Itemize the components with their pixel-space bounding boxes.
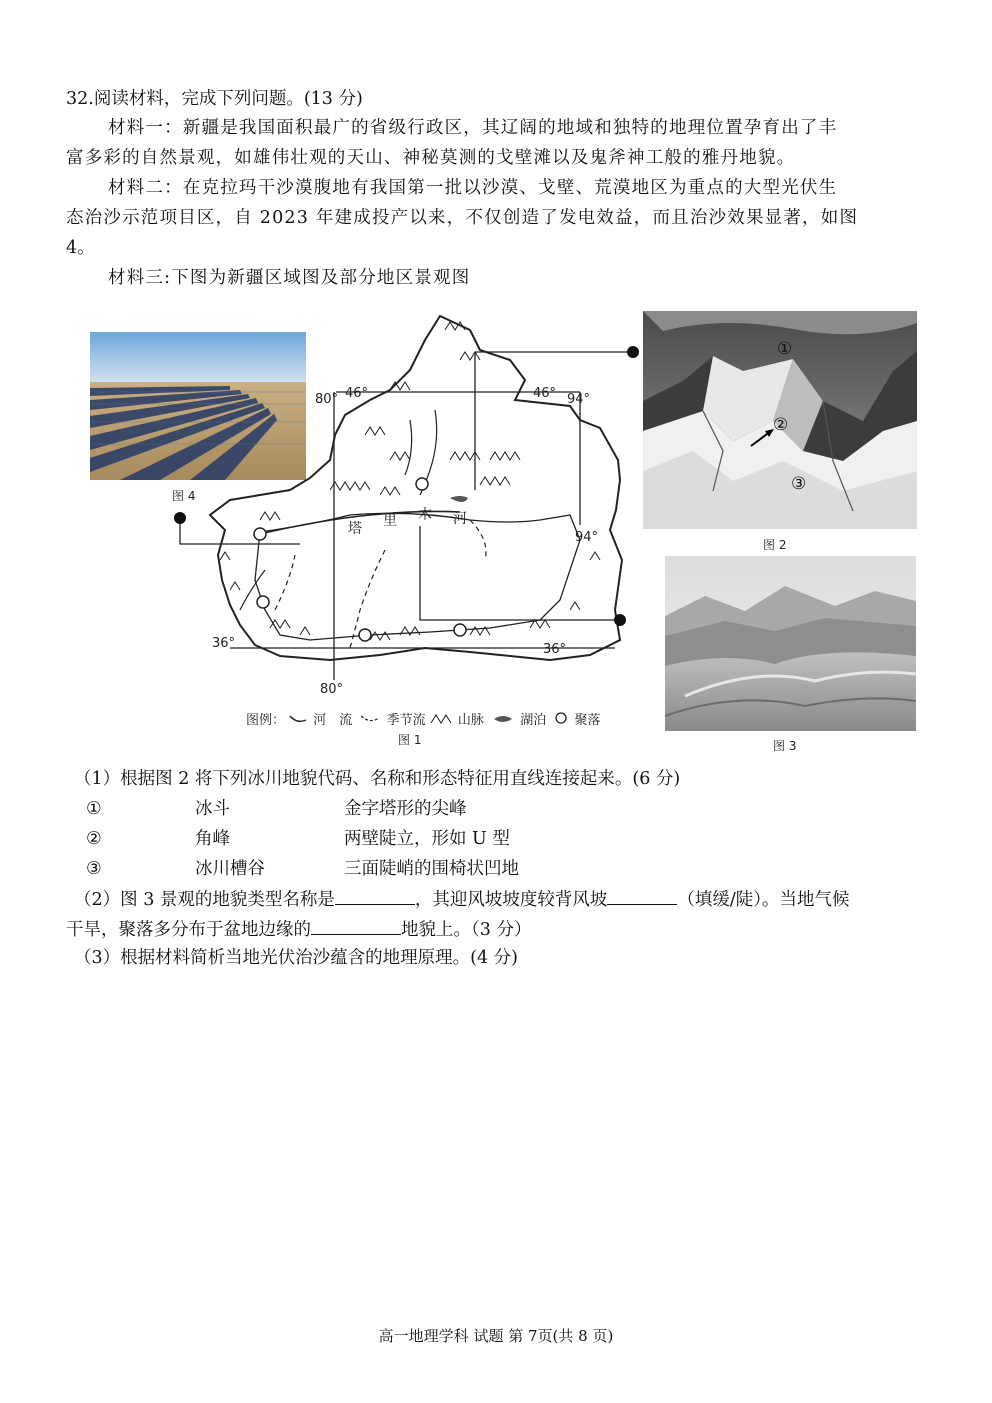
part1-row2-feature: 两壁陡立，形如 U 型: [344, 829, 510, 849]
fig2-marker-2: ②: [773, 415, 789, 435]
fig2-marker-1: ①: [777, 339, 793, 359]
question-title: 32.阅读材料，完成下列问题。(13 分): [66, 89, 363, 109]
fig3-caption: 图 3: [773, 739, 797, 753]
material2-line1: 材料二：在克拉玛干沙漠腹地有我国第一批以沙漠、戈壁、荒漠地区为重点的大型光伏生: [108, 178, 838, 198]
material2-line2: 态治沙示范项目区，自 2023 年建成投产以来，不仅创造了发电效益，而且治沙效果显著，如图: [66, 208, 859, 228]
map-river-char-3: 木: [418, 507, 432, 523]
part1-row1-code: ①: [86, 799, 102, 819]
map-river-char-4: 河: [453, 511, 467, 527]
map-legend: [246, 709, 666, 728]
map-lat-36-east: 36°: [543, 642, 567, 657]
page-footer: 高一地理学科 试题 第 7页(共 8 页): [378, 1327, 614, 1345]
fig1-xinjiang-map: [170, 310, 640, 698]
part2-text-b: ，其迎风坡坡度较背风坡: [414, 890, 608, 910]
legend-lake-label: 湖泊: [520, 713, 547, 728]
part2-blank-landform[interactable]: [335, 886, 415, 905]
legend-seasonal-label: 季节流: [386, 713, 426, 728]
legend-river-label: 河 流: [313, 713, 353, 728]
map-lon-94-right: 94°: [575, 530, 599, 545]
map-river-char-1: 塔: [348, 521, 362, 537]
legend-seasonal-icon: [360, 713, 382, 728]
part2-text-a: （2）图 3 景观的地貌类型名称是: [74, 890, 335, 910]
fig2-caption: 图 2: [763, 538, 787, 552]
part1-row1-feature: 金字塔形的尖峰: [344, 799, 467, 819]
part1-row2-name: 角峰: [195, 829, 230, 849]
fig3-dune-photo: [665, 556, 916, 731]
fig4-caption: 图 4: [172, 489, 196, 503]
material3: 材料三:下图为新疆区域图及部分地区景观图: [108, 268, 471, 288]
map-lon-80-bottom: 80°: [320, 682, 344, 697]
legend-mountain-label: 山脉: [457, 713, 484, 728]
material1-line2: 富多彩的自然景观，如雄伟壮观的天山、神秘莫测的戈壁滩以及鬼斧神工般的雅丹地貌。: [66, 148, 796, 168]
map-lat-46-east: 46°: [533, 386, 557, 401]
part1-row3-feature: 三面陡峭的围椅状凹地: [344, 859, 519, 879]
material1-line1: 材料一：新疆是我国面积最广的省级行政区，其辽阔的地域和独特的地理位置孕育出了丰: [108, 118, 838, 138]
legend-river-icon: [289, 713, 309, 728]
part1-row2-code: ②: [86, 829, 102, 849]
map-lat-36-west: 36°: [212, 636, 236, 651]
fig2-glacier-photo: [643, 311, 917, 529]
part3-prompt: （3）根据材料简析当地光伏治沙蕴含的地理原理。(4 分): [74, 948, 518, 968]
part1-prompt: （1）根据图 2 将下列冰川地貌代码、名称和形态特征用直线连接起来。(6 分): [74, 769, 681, 789]
part1-row3-name: 冰川槽谷: [195, 859, 265, 879]
material2-line3: 4。: [66, 238, 95, 258]
map-lon-80-top: 80°: [315, 392, 339, 407]
map-lon-94-top: 94°: [567, 392, 591, 407]
part1-row3-code: ③: [86, 859, 102, 879]
legend-settlement-label: 聚落: [574, 713, 601, 728]
part2-text-d: 干旱，聚落多分布于盆地边缘的: [66, 920, 311, 940]
part2-blank-slope[interactable]: [607, 886, 677, 905]
legend-lake-icon: [492, 713, 516, 728]
fig2-marker-3: ③: [791, 474, 807, 494]
legend-prefix: 图例：: [246, 713, 286, 728]
part2-line2: [66, 916, 531, 942]
fig1-caption: 图 1: [398, 733, 422, 747]
part2-line1: [74, 886, 850, 912]
map-lat-46-west: 46°: [345, 386, 369, 401]
legend-settlement-icon: [554, 712, 570, 728]
part1-row1-name: 冰斗: [195, 799, 230, 819]
part2-text-c: （填缓/陡）。当地气候: [677, 890, 850, 910]
legend-mountain-icon: [430, 713, 454, 728]
part2-blank-settlement[interactable]: [311, 916, 401, 935]
part2-text-e: 地貌上。（3 分）: [401, 920, 532, 940]
map-river-char-2: 里: [383, 513, 397, 529]
